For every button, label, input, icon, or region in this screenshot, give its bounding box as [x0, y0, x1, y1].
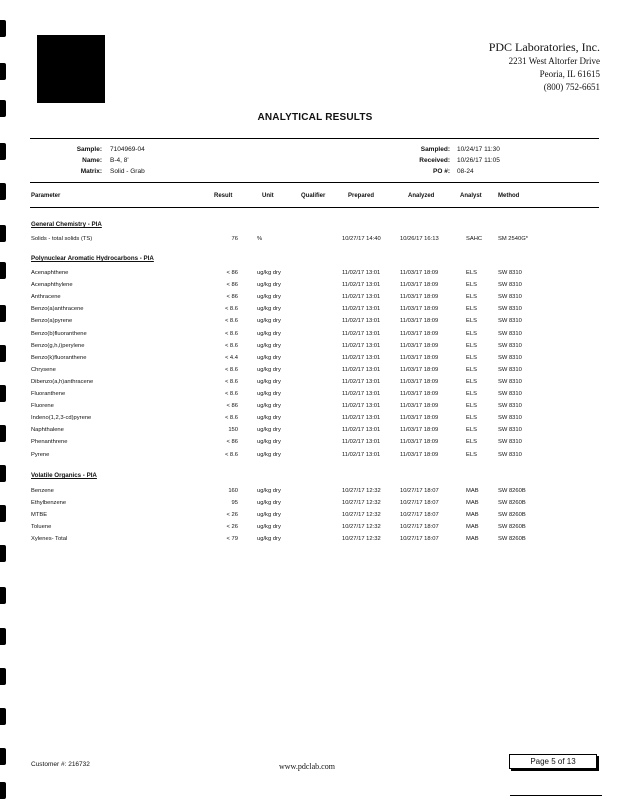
cell-unit: ug/kg dry	[257, 511, 281, 518]
cell-result: < 4.4	[224, 354, 238, 361]
cell-result: 76	[231, 236, 238, 242]
divider	[30, 182, 599, 183]
table-row	[0, 512, 618, 520]
cell-method: SW 8260B	[498, 488, 526, 494]
cell-parameter: Ethylbenzene	[31, 499, 67, 506]
cell-method: SW 8310	[498, 354, 522, 361]
cell-parameter: Indeno(1,2,3-cd)pyrene	[31, 415, 92, 422]
cell-parameter: Chrysene	[31, 366, 56, 373]
section-title-pah: Polynuclear Aromatic Hydrocarbons - PIA	[31, 255, 154, 262]
cell-analyst: MAB	[466, 499, 479, 506]
table-row	[0, 343, 618, 351]
binder-hole	[0, 587, 6, 604]
cell-analyst: ELS	[466, 415, 477, 422]
cell-unit: ug/kg dry	[257, 354, 281, 361]
table-row	[0, 452, 618, 460]
cell-parameter: Benzo(a)anthracene	[31, 306, 84, 313]
name-label: Name:	[82, 157, 102, 164]
lab-name: PDC Laboratories, Inc.	[488, 40, 600, 54]
cell-parameter: Benzo(g,h,i)perylene	[31, 342, 85, 349]
section-title-volatile-organics: Volatile Organics - PIA	[31, 472, 97, 479]
binder-hole	[0, 628, 6, 645]
table-row	[0, 331, 618, 339]
cell-analyst: SAHC	[466, 236, 483, 242]
cell-result: < 8.6	[224, 342, 238, 349]
cell-method: SW 8310	[498, 451, 522, 458]
cell-prepared: 10/27/17 12:32	[342, 499, 381, 506]
cell-prepared: 11/02/17 13:01	[342, 439, 381, 446]
cell-analyst: ELS	[466, 318, 477, 325]
table-row	[0, 379, 618, 387]
lab-city: Peoria, IL 61615	[539, 69, 600, 79]
cell-analyst: ELS	[466, 366, 477, 373]
sampled-label: Sampled:	[420, 146, 450, 153]
cell-prepared: 11/02/17 13:01	[342, 378, 381, 385]
cell-result: 160	[228, 488, 238, 494]
cell-result: < 26	[226, 511, 238, 518]
cell-analyst: MAB	[466, 523, 479, 530]
sample-value: 7104969-04	[110, 146, 145, 153]
table-row	[0, 488, 618, 496]
po-value: 08-24	[457, 168, 474, 175]
cell-parameter: Benzo(k)fluoranthene	[31, 354, 87, 361]
cell-result: < 79	[226, 535, 238, 542]
cell-parameter: Acenaphthylene	[31, 282, 73, 289]
cell-analyst: ELS	[466, 294, 477, 301]
cell-prepared: 11/02/17 13:01	[342, 330, 381, 337]
cell-analyzed: 11/03/17 18:09	[400, 354, 439, 361]
cell-unit: ug/kg dry	[257, 391, 281, 397]
cell-result: < 8.6	[224, 391, 238, 397]
po-label: PO #:	[433, 168, 450, 175]
cell-analyst: ELS	[466, 306, 477, 313]
cell-analyzed: 11/03/17 18:09	[400, 403, 439, 410]
cell-result: < 8.6	[224, 451, 238, 458]
cell-parameter: Benzene	[31, 488, 54, 494]
cell-analyzed: 10/27/17 18:07	[400, 511, 439, 518]
cell-unit: ug/kg dry	[257, 415, 281, 422]
table-row	[0, 318, 618, 326]
cell-prepared: 11/02/17 13:01	[342, 427, 381, 434]
binder-hole	[0, 143, 6, 160]
cell-analyst: ELS	[466, 282, 477, 289]
cell-analyzed: 10/26/17 16:13	[400, 236, 439, 242]
table-row	[0, 391, 618, 399]
section-title-general-chemistry: General Chemistry - PIA	[31, 221, 102, 228]
cell-parameter: Acenaphthene	[31, 270, 69, 276]
cell-result: < 8.6	[224, 378, 238, 385]
cell-prepared: 10/27/17 12:32	[342, 488, 381, 494]
header-analyzed: Analyzed	[408, 193, 435, 199]
received-label: Received:	[419, 157, 450, 164]
cell-method: SM 2540G*	[498, 236, 528, 242]
cell-parameter: Benzo(a)pyrene	[31, 318, 73, 325]
cell-prepared: 11/02/17 13:01	[342, 403, 381, 410]
table-row	[0, 355, 618, 363]
lab-phone: (800) 752-6651	[543, 82, 600, 92]
cell-unit: ug/kg dry	[257, 523, 281, 530]
cell-method: SW 8310	[498, 427, 522, 434]
cell-method: SW 8310	[498, 306, 522, 313]
cell-parameter: Dibenzo(a,h)anthracene	[31, 378, 94, 385]
sample-label: Sample:	[76, 146, 102, 153]
cell-method: SW 8310	[498, 318, 522, 325]
cell-prepared: 11/02/17 13:01	[342, 354, 381, 361]
cell-parameter: MTBE	[31, 511, 48, 518]
cell-analyzed: 10/27/17 18:07	[400, 488, 439, 494]
table-row	[0, 439, 618, 447]
cell-result: < 86	[226, 282, 238, 289]
cell-unit: ug/kg dry	[257, 318, 281, 325]
cell-analyzed: 11/03/17 18:09	[400, 306, 439, 313]
cell-method: SW 8310	[498, 378, 522, 385]
cell-parameter: Benzo(b)fluoranthene	[31, 330, 87, 337]
table-row	[0, 500, 618, 508]
cell-result: < 8.6	[224, 306, 238, 313]
cell-unit: ug/kg dry	[257, 306, 281, 313]
header-result: Result	[214, 193, 233, 199]
table-row	[0, 403, 618, 411]
cell-analyzed: 11/03/17 18:09	[400, 378, 439, 385]
cell-prepared: 11/02/17 13:01	[342, 342, 381, 349]
cell-prepared: 11/02/17 13:01	[342, 366, 381, 373]
cell-analyst: ELS	[466, 378, 477, 385]
cell-analyst: ELS	[466, 270, 477, 276]
binder-hole	[0, 668, 6, 685]
cell-unit: ug/kg dry	[257, 342, 281, 349]
cell-parameter: Solids - total solids (TS)	[31, 236, 93, 242]
header-parameter: Parameter	[31, 193, 61, 199]
table-row	[0, 367, 618, 375]
cell-analyst: ELS	[466, 403, 477, 410]
cell-method: SW 8310	[498, 366, 522, 373]
cell-result: < 86	[226, 403, 238, 410]
cell-parameter: Fluorene	[31, 403, 54, 410]
divider	[30, 138, 599, 139]
cell-method: SW 8260B	[498, 511, 526, 518]
cell-analyzed: 11/03/17 18:09	[400, 366, 439, 373]
cell-method: SW 8310	[498, 403, 522, 410]
cell-result: < 86	[226, 294, 238, 301]
cell-unit: ug/kg dry	[257, 451, 281, 458]
cell-analyzed: 11/03/17 18:09	[400, 451, 439, 458]
cell-parameter: Naphthalene	[31, 427, 64, 434]
cell-analyzed: 11/03/17 18:09	[400, 318, 439, 325]
cell-result: 150	[228, 427, 238, 434]
cell-parameter: Phenanthrene	[31, 439, 68, 446]
cell-analyzed: 11/03/17 18:09	[400, 294, 439, 301]
website: www.pdclab.com	[279, 762, 335, 771]
divider	[30, 207, 599, 208]
cell-unit: ug/kg dry	[257, 378, 281, 385]
cell-analyzed: 11/03/17 18:09	[400, 427, 439, 434]
cell-method: SW 8310	[498, 415, 522, 422]
sampled-value: 10/24/17 11:30	[457, 146, 500, 153]
cell-result: < 8.6	[224, 318, 238, 325]
cell-prepared: 11/02/17 13:01	[342, 391, 381, 397]
header-prepared: Prepared	[348, 193, 375, 199]
cell-method: SW 8310	[498, 294, 522, 301]
cell-method: SW 8310	[498, 391, 522, 397]
table-row	[0, 294, 618, 302]
cell-prepared: 11/02/17 13:01	[342, 270, 381, 276]
header-unit: Unit	[262, 193, 274, 199]
cell-result: < 8.6	[224, 415, 238, 422]
cell-analyzed: 10/27/17 18:07	[400, 535, 439, 542]
cell-parameter: Xylenes- Total	[31, 535, 68, 542]
cell-parameter: Anthracene	[31, 294, 61, 301]
cell-unit: %	[257, 236, 263, 242]
cell-unit: ug/kg dry	[257, 439, 281, 446]
table-row	[0, 282, 618, 290]
header-method: Method	[498, 193, 520, 199]
cell-analyzed: 11/03/17 18:09	[400, 330, 439, 337]
cell-method: SW 8260B	[498, 523, 526, 530]
table-row	[0, 270, 618, 278]
received-value: 10/26/17 11:05	[457, 157, 500, 164]
customer-number: Customer #: 216732	[31, 761, 90, 768]
cell-analyzed: 11/03/17 18:09	[400, 270, 439, 276]
cell-unit: ug/kg dry	[257, 270, 281, 276]
cell-analyst: ELS	[466, 330, 477, 337]
cell-result: < 86	[226, 439, 238, 446]
cell-analyst: ELS	[466, 354, 477, 361]
cell-analyzed: 11/03/17 18:09	[400, 342, 439, 349]
header-qualifier: Qualifier	[301, 193, 326, 199]
binder-hole	[0, 63, 6, 80]
cell-method: SW 8310	[498, 439, 522, 446]
cell-prepared: 10/27/17 12:32	[342, 535, 381, 542]
binder-hole	[0, 708, 6, 725]
table-row	[0, 427, 618, 435]
cell-method: SW 8310	[498, 342, 522, 349]
binder-hole	[0, 20, 6, 37]
cell-unit: ug/kg dry	[257, 366, 281, 373]
binder-hole	[0, 782, 6, 799]
cell-analyst: MAB	[466, 511, 479, 518]
cell-method: SW 8310	[498, 330, 522, 337]
cell-result: < 8.6	[224, 366, 238, 373]
cell-result: < 86	[226, 270, 238, 276]
matrix-value: Solid - Grab	[110, 168, 145, 175]
table-row	[0, 306, 618, 314]
logo-redaction-block	[37, 35, 105, 103]
cell-analyst: ELS	[466, 391, 477, 397]
cell-prepared: 11/02/17 13:01	[342, 306, 381, 313]
cell-analyzed: 10/27/17 18:07	[400, 499, 439, 506]
cell-prepared: 11/02/17 13:01	[342, 282, 381, 289]
cell-parameter: Pyrene	[31, 451, 50, 458]
cell-analyzed: 11/03/17 18:09	[400, 391, 439, 397]
cell-method: SW 8260B	[498, 499, 526, 506]
binder-hole	[0, 545, 6, 562]
cell-analyst: ELS	[466, 451, 477, 458]
header-analyst: Analyst	[460, 193, 482, 199]
cell-analyzed: 11/03/17 18:09	[400, 415, 439, 422]
cell-prepared: 10/27/17 12:32	[342, 511, 381, 518]
cell-unit: ug/kg dry	[257, 282, 281, 289]
cell-unit: ug/kg dry	[257, 403, 281, 410]
cell-analyzed: 11/03/17 18:09	[400, 439, 439, 446]
cell-prepared: 11/02/17 13:01	[342, 415, 381, 422]
cell-result: < 26	[226, 523, 238, 530]
cell-parameter: Toluene	[31, 523, 52, 530]
cell-analyzed: 10/27/17 18:07	[400, 523, 439, 530]
cell-unit: ug/kg dry	[257, 294, 281, 301]
cell-prepared: 11/02/17 13:01	[342, 318, 381, 325]
cell-method: SW 8260B	[498, 535, 526, 542]
cell-analyst: ELS	[466, 427, 477, 434]
cell-prepared: 11/02/17 13:01	[342, 294, 381, 301]
table-row	[0, 524, 618, 532]
cell-prepared: 11/02/17 13:01	[342, 451, 381, 458]
cell-unit: ug/kg dry	[257, 427, 281, 434]
binder-hole	[0, 465, 6, 482]
table-row	[0, 536, 618, 544]
cell-prepared: 10/27/17 14:40	[342, 236, 381, 242]
cell-method: SW 8310	[498, 282, 522, 289]
page-title: ANALYTICAL RESULTS	[257, 112, 373, 123]
cell-analyst: MAB	[466, 535, 479, 542]
matrix-label: Matrix:	[80, 168, 102, 175]
lab-street: 2231 West Altorfer Drive	[508, 56, 600, 66]
cell-result: 95	[231, 499, 238, 506]
cell-result: < 8.6	[224, 330, 238, 337]
cell-parameter: Fluoranthene	[31, 391, 66, 397]
divider	[510, 795, 602, 796]
cell-unit: ug/kg dry	[257, 535, 281, 542]
cell-unit: ug/kg dry	[257, 330, 281, 337]
cell-unit: ug/kg dry	[257, 488, 281, 494]
cell-analyst: ELS	[466, 342, 477, 349]
table-row	[0, 415, 618, 423]
name-value: B-4, 8'	[110, 157, 129, 164]
cell-analyst: ELS	[466, 439, 477, 446]
cell-analyst: MAB	[466, 488, 479, 494]
cell-method: SW 8310	[498, 270, 522, 276]
binder-hole	[0, 748, 6, 765]
cell-prepared: 10/27/17 12:32	[342, 523, 381, 530]
table-row	[0, 236, 618, 244]
page-number-box: Page 5 of 13	[509, 754, 597, 769]
cell-unit: ug/kg dry	[257, 499, 281, 506]
binder-hole	[0, 183, 6, 200]
cell-analyzed: 11/03/17 18:09	[400, 282, 439, 289]
